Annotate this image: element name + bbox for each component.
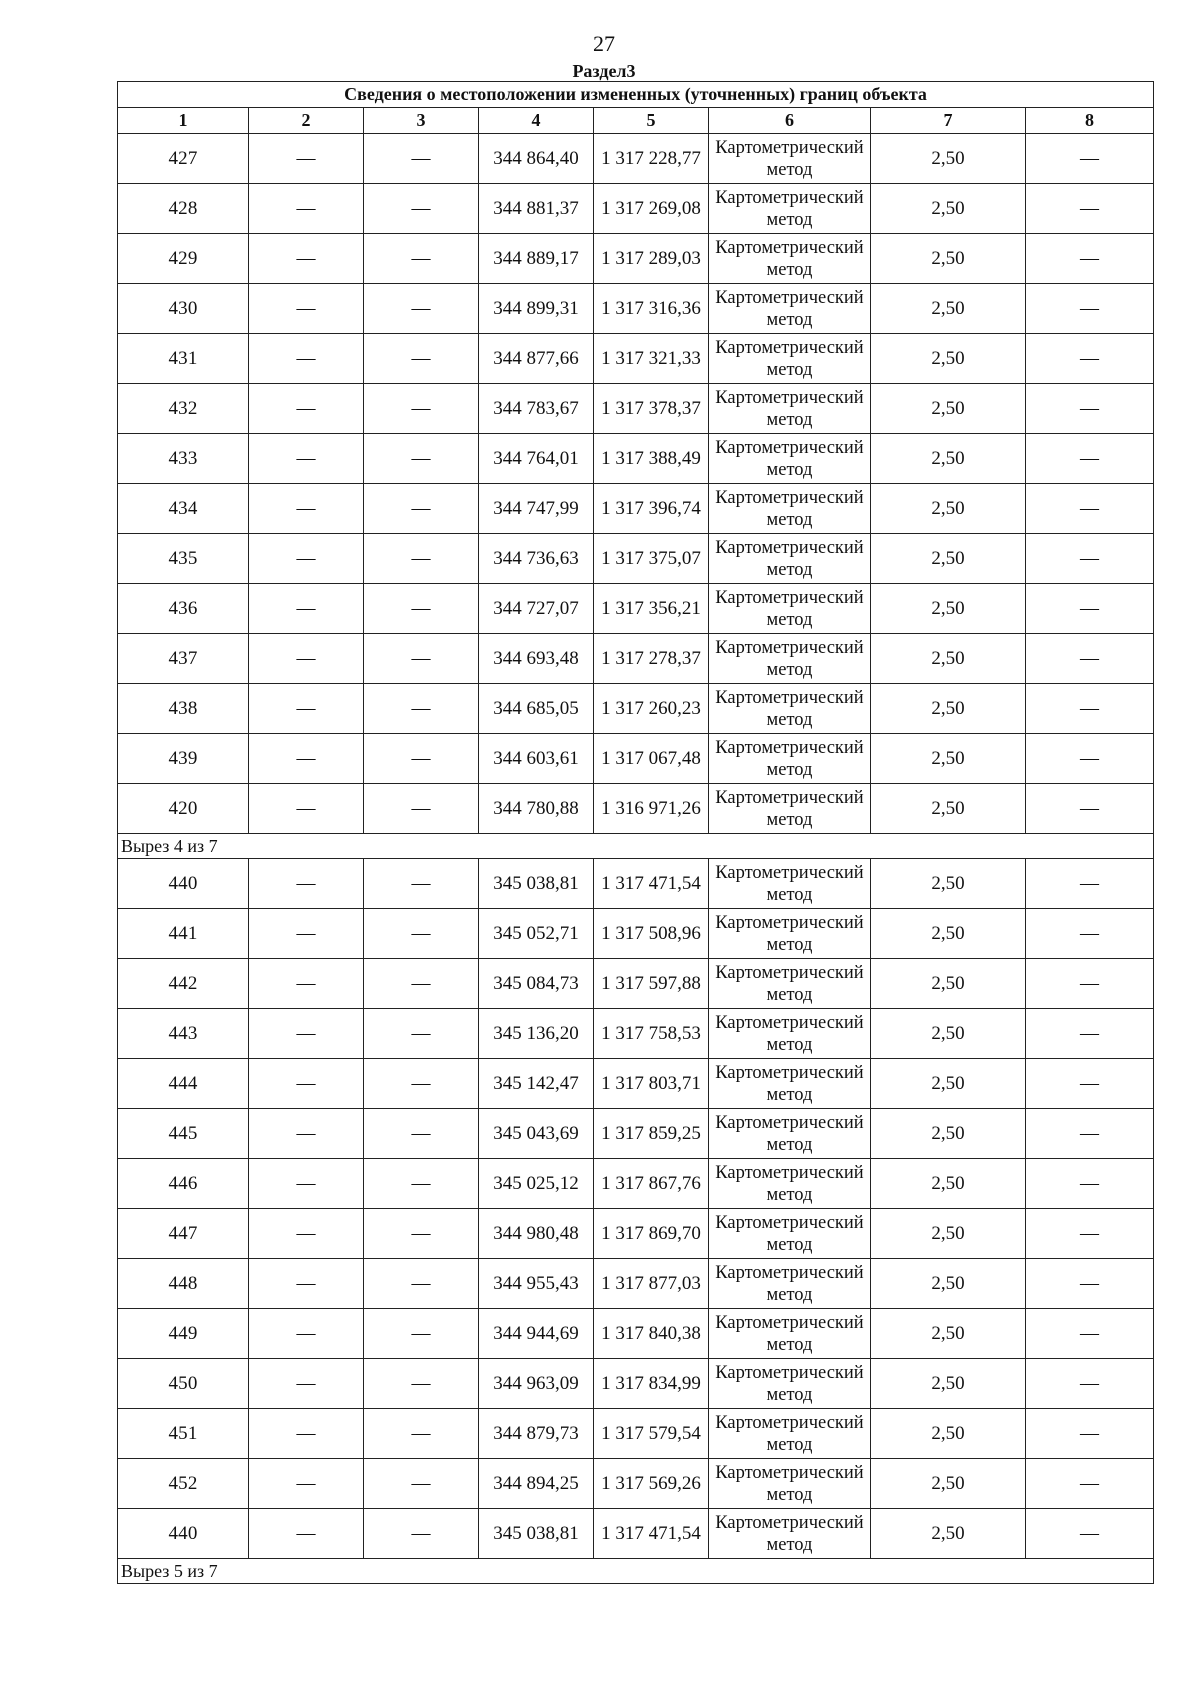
cell-col-8: — (1026, 134, 1154, 184)
cell-coord-x: 344 685,05 (479, 684, 594, 734)
cell-method: Картометрический метод (709, 634, 871, 684)
cell-method: Картометрический метод (709, 1009, 871, 1059)
table-row (118, 1209, 1154, 1259)
boundary-coordinates-table (117, 81, 1154, 1584)
cell-col-2: — (249, 684, 364, 734)
cell-col-3: — (364, 1459, 479, 1509)
cell-coord-x: 345 043,69 (479, 1109, 594, 1159)
cell-col-8: — (1026, 909, 1154, 959)
cell-col-2: — (249, 334, 364, 384)
table-row (118, 534, 1154, 584)
cell-col-2: — (249, 784, 364, 834)
cell-accuracy: 2,50 (871, 859, 1026, 909)
cell-coord-y: 1 317 508,96 (594, 909, 709, 959)
cell-point-number: 440 (118, 859, 249, 909)
cell-coord-x: 345 038,81 (479, 1509, 594, 1559)
cell-coord-x: 344 980,48 (479, 1209, 594, 1259)
cell-point-number: 428 (118, 184, 249, 234)
column-header-8: 8 (1026, 108, 1154, 134)
table-title: Сведения о местоположении измененных (уточненных) границ объекта (118, 82, 1154, 108)
cell-accuracy: 2,50 (871, 634, 1026, 684)
cell-point-number: 450 (118, 1359, 249, 1409)
cell-col-3: — (364, 684, 479, 734)
table-row (118, 284, 1154, 334)
cell-coord-y: 1 317 067,48 (594, 734, 709, 784)
cell-point-number: 437 (118, 634, 249, 684)
cell-point-number: 433 (118, 434, 249, 484)
cell-accuracy: 2,50 (871, 784, 1026, 834)
cell-coord-y: 1 317 289,03 (594, 234, 709, 284)
table-row (118, 734, 1154, 784)
column-header-7: 7 (871, 108, 1026, 134)
cell-col-3: — (364, 384, 479, 434)
cell-col-2: — (249, 584, 364, 634)
table-row (118, 1259, 1154, 1309)
cell-col-8: — (1026, 1359, 1154, 1409)
cell-coord-y: 1 317 803,71 (594, 1059, 709, 1109)
cell-col-8: — (1026, 1459, 1154, 1509)
table-row (118, 1159, 1154, 1209)
table-row (118, 1009, 1154, 1059)
cell-point-number: 446 (118, 1159, 249, 1209)
cell-accuracy: 2,50 (871, 334, 1026, 384)
table-row (118, 784, 1154, 834)
table-row (118, 334, 1154, 384)
cell-col-2: — (249, 959, 364, 1009)
cell-point-number: 452 (118, 1459, 249, 1509)
cell-coord-y: 1 316 971,26 (594, 784, 709, 834)
cell-coord-y: 1 317 579,54 (594, 1409, 709, 1459)
cell-coord-y: 1 317 260,23 (594, 684, 709, 734)
cell-col-2: — (249, 534, 364, 584)
cell-col-3: — (364, 1159, 479, 1209)
table-row (118, 184, 1154, 234)
cell-point-number: 441 (118, 909, 249, 959)
table-row (118, 234, 1154, 284)
cell-method: Картометрический метод (709, 1309, 871, 1359)
cell-accuracy: 2,50 (871, 684, 1026, 734)
cell-point-number: 447 (118, 1209, 249, 1259)
cell-coord-x: 344 894,25 (479, 1459, 594, 1509)
cell-coord-x: 344 899,31 (479, 284, 594, 334)
cell-accuracy: 2,50 (871, 1209, 1026, 1259)
cell-coord-x: 344 955,43 (479, 1259, 594, 1309)
cell-coord-x: 344 783,67 (479, 384, 594, 434)
cell-coord-x: 344 877,66 (479, 334, 594, 384)
cell-accuracy: 2,50 (871, 434, 1026, 484)
cell-coord-y: 1 317 471,54 (594, 1509, 709, 1559)
cell-col-3: — (364, 534, 479, 584)
cell-col-8: — (1026, 584, 1154, 634)
cell-coord-y: 1 317 356,21 (594, 584, 709, 634)
cell-col-3: — (364, 909, 479, 959)
cell-col-3: — (364, 734, 479, 784)
cell-col-2: — (249, 1209, 364, 1259)
cell-method: Картометрический метод (709, 584, 871, 634)
cell-col-2: — (249, 234, 364, 284)
page-number: 27 (593, 31, 615, 56)
cell-col-3: — (364, 959, 479, 1009)
section-title: Раздел3 (572, 61, 636, 81)
cell-accuracy: 2,50 (871, 1359, 1026, 1409)
cell-point-number: 439 (118, 734, 249, 784)
cell-accuracy: 2,50 (871, 1409, 1026, 1459)
cell-point-number: 430 (118, 284, 249, 334)
table-row (118, 484, 1154, 534)
cell-col-8: — (1026, 1159, 1154, 1209)
cell-col-8: — (1026, 734, 1154, 784)
table-row (118, 134, 1154, 184)
cell-col-3: — (364, 1309, 479, 1359)
cell-accuracy: 2,50 (871, 1159, 1026, 1209)
cell-coord-x: 344 780,88 (479, 784, 594, 834)
cell-col-8: — (1026, 1259, 1154, 1309)
table-row (118, 1109, 1154, 1159)
cell-col-3: — (364, 1509, 479, 1559)
table-row (118, 1359, 1154, 1409)
table-body (118, 134, 1154, 1584)
table-row (118, 909, 1154, 959)
cell-method: Картометрический метод (709, 1109, 871, 1159)
cell-accuracy: 2,50 (871, 909, 1026, 959)
cell-coord-y: 1 317 269,08 (594, 184, 709, 234)
cell-coord-x: 344 963,09 (479, 1359, 594, 1409)
cell-method: Картометрический метод (709, 334, 871, 384)
table-row (118, 434, 1154, 484)
table-row (118, 859, 1154, 909)
cell-col-2: — (249, 1259, 364, 1309)
cell-coord-y: 1 317 758,53 (594, 1009, 709, 1059)
table-row (118, 1059, 1154, 1109)
cell-coord-y: 1 317 569,26 (594, 1459, 709, 1509)
cell-col-3: — (364, 634, 479, 684)
cell-col-2: — (249, 1459, 364, 1509)
cell-col-3: — (364, 784, 479, 834)
table-row (118, 1459, 1154, 1509)
cell-accuracy: 2,50 (871, 1459, 1026, 1509)
cell-col-2: — (249, 1359, 364, 1409)
cell-col-8: — (1026, 1059, 1154, 1109)
cell-accuracy: 2,50 (871, 959, 1026, 1009)
cell-point-number: 436 (118, 584, 249, 634)
cell-col-8: — (1026, 1209, 1154, 1259)
cell-method: Картометрический метод (709, 1459, 871, 1509)
cell-col-8: — (1026, 1109, 1154, 1159)
column-header-3: 3 (364, 108, 479, 134)
cell-coord-x: 344 864,40 (479, 134, 594, 184)
cell-coord-x: 344 736,63 (479, 534, 594, 584)
cell-point-number: 435 (118, 534, 249, 584)
cell-coord-y: 1 317 840,38 (594, 1309, 709, 1359)
cell-accuracy: 2,50 (871, 184, 1026, 234)
cell-col-2: — (249, 1159, 364, 1209)
cell-method: Картометрический метод (709, 184, 871, 234)
cell-coord-x: 345 025,12 (479, 1159, 594, 1209)
column-header-5: 5 (594, 108, 709, 134)
cell-col-2: — (249, 1059, 364, 1109)
cell-method: Картометрический метод (709, 909, 871, 959)
cell-col-8: — (1026, 784, 1154, 834)
cell-point-number: 448 (118, 1259, 249, 1309)
cell-point-number: 445 (118, 1109, 249, 1159)
cell-method: Картометрический метод (709, 784, 871, 834)
cell-col-3: — (364, 1359, 479, 1409)
cell-coord-x: 344 603,61 (479, 734, 594, 784)
cell-col-2: — (249, 1309, 364, 1359)
cell-col-8: — (1026, 184, 1154, 234)
cell-method: Картометрический метод (709, 959, 871, 1009)
cell-col-8: — (1026, 1509, 1154, 1559)
cell-col-3: — (364, 334, 479, 384)
cell-accuracy: 2,50 (871, 284, 1026, 334)
cell-col-3: — (364, 284, 479, 334)
cell-method: Картометрический метод (709, 1509, 871, 1559)
cell-method: Картометрический метод (709, 534, 871, 584)
table-row (118, 959, 1154, 1009)
cell-point-number: 444 (118, 1059, 249, 1109)
cell-accuracy: 2,50 (871, 1509, 1026, 1559)
cell-coord-y: 1 317 378,37 (594, 384, 709, 434)
cell-coord-x: 344 889,17 (479, 234, 594, 284)
cell-accuracy: 2,50 (871, 384, 1026, 434)
cell-coord-y: 1 317 834,99 (594, 1359, 709, 1409)
cell-point-number: 443 (118, 1009, 249, 1059)
cell-method: Картометрический метод (709, 1059, 871, 1109)
cell-coord-y: 1 317 278,37 (594, 634, 709, 684)
cell-accuracy: 2,50 (871, 1009, 1026, 1059)
cell-col-3: — (364, 1109, 479, 1159)
cell-coord-y: 1 317 396,74 (594, 484, 709, 534)
cell-col-8: — (1026, 334, 1154, 384)
column-header-2: 2 (249, 108, 364, 134)
excerpt-note-row (118, 834, 1154, 859)
cell-method: Картометрический метод (709, 1359, 871, 1409)
cell-coord-y: 1 317 867,76 (594, 1159, 709, 1209)
cell-col-2: — (249, 1009, 364, 1059)
cell-col-8: — (1026, 859, 1154, 909)
cell-col-8: — (1026, 959, 1154, 1009)
cell-coord-x: 344 693,48 (479, 634, 594, 684)
cell-col-8: — (1026, 484, 1154, 534)
cell-col-3: — (364, 1409, 479, 1459)
cell-col-3: — (364, 1259, 479, 1309)
cell-col-3: — (364, 234, 479, 284)
cell-point-number: 420 (118, 784, 249, 834)
cell-accuracy: 2,50 (871, 134, 1026, 184)
table-row (118, 1509, 1154, 1559)
excerpt-note: Вырез 4 из 7 (118, 834, 1154, 859)
cell-col-8: — (1026, 284, 1154, 334)
cell-col-3: — (364, 859, 479, 909)
cell-accuracy: 2,50 (871, 484, 1026, 534)
cell-point-number: 427 (118, 134, 249, 184)
cell-coord-y: 1 317 375,07 (594, 534, 709, 584)
cell-col-2: — (249, 734, 364, 784)
table-row (118, 584, 1154, 634)
table-row (118, 384, 1154, 434)
cell-method: Картометрический метод (709, 434, 871, 484)
cell-point-number: 429 (118, 234, 249, 284)
cell-coord-x: 344 944,69 (479, 1309, 594, 1359)
cell-col-8: — (1026, 1409, 1154, 1459)
cell-col-2: — (249, 484, 364, 534)
cell-col-2: — (249, 1409, 364, 1459)
cell-accuracy: 2,50 (871, 584, 1026, 634)
cell-coord-y: 1 317 228,77 (594, 134, 709, 184)
cell-point-number: 431 (118, 334, 249, 384)
column-header-4: 4 (479, 108, 594, 134)
cell-point-number: 438 (118, 684, 249, 734)
table-row (118, 684, 1154, 734)
cell-coord-y: 1 317 877,03 (594, 1259, 709, 1309)
cell-coord-x: 344 879,73 (479, 1409, 594, 1459)
cell-point-number: 440 (118, 1509, 249, 1559)
cell-accuracy: 2,50 (871, 1259, 1026, 1309)
cell-coord-x: 344 747,99 (479, 484, 594, 534)
cell-col-8: — (1026, 384, 1154, 434)
cell-method: Картометрический метод (709, 1159, 871, 1209)
column-header-1: 1 (118, 108, 249, 134)
table-row (118, 634, 1154, 684)
cell-coord-x: 345 142,47 (479, 1059, 594, 1109)
excerpt-note: Вырез 5 из 7 (118, 1559, 1154, 1584)
cell-col-2: — (249, 384, 364, 434)
cell-coord-y: 1 317 597,88 (594, 959, 709, 1009)
column-numbers-row (118, 108, 1154, 134)
cell-method: Картометрический метод (709, 384, 871, 434)
cell-method: Картометрический метод (709, 684, 871, 734)
cell-coord-x: 344 727,07 (479, 584, 594, 634)
cell-col-3: — (364, 484, 479, 534)
cell-col-8: — (1026, 534, 1154, 584)
cell-col-3: — (364, 184, 479, 234)
cell-col-3: — (364, 1209, 479, 1259)
cell-col-3: — (364, 434, 479, 484)
cell-point-number: 432 (118, 384, 249, 434)
cell-col-8: — (1026, 234, 1154, 284)
cell-col-2: — (249, 909, 364, 959)
cell-method: Картометрический метод (709, 1259, 871, 1309)
cell-coord-x: 345 084,73 (479, 959, 594, 1009)
cell-method: Картометрический метод (709, 734, 871, 784)
cell-coord-x: 344 881,37 (479, 184, 594, 234)
column-header-6: 6 (709, 108, 871, 134)
cell-col-8: — (1026, 434, 1154, 484)
cell-coord-y: 1 317 388,49 (594, 434, 709, 484)
cell-coord-x: 344 764,01 (479, 434, 594, 484)
cell-col-2: — (249, 859, 364, 909)
cell-col-3: — (364, 134, 479, 184)
table-row (118, 1309, 1154, 1359)
cell-col-2: — (249, 184, 364, 234)
cell-col-3: — (364, 1009, 479, 1059)
cell-point-number: 434 (118, 484, 249, 534)
cell-col-2: — (249, 1509, 364, 1559)
cell-accuracy: 2,50 (871, 734, 1026, 784)
cell-coord-y: 1 317 471,54 (594, 859, 709, 909)
cell-coord-x: 345 038,81 (479, 859, 594, 909)
cell-col-2: — (249, 284, 364, 334)
cell-accuracy: 2,50 (871, 534, 1026, 584)
cell-accuracy: 2,50 (871, 1059, 1026, 1109)
cell-accuracy: 2,50 (871, 1309, 1026, 1359)
cell-point-number: 451 (118, 1409, 249, 1459)
cell-coord-y: 1 317 869,70 (594, 1209, 709, 1259)
cell-method: Картометрический метод (709, 484, 871, 534)
cell-col-8: — (1026, 1009, 1154, 1059)
table-row (118, 1409, 1154, 1459)
cell-coord-x: 345 052,71 (479, 909, 594, 959)
cell-col-8: — (1026, 1309, 1154, 1359)
cell-method: Картометрический метод (709, 1409, 871, 1459)
cell-method: Картометрический метод (709, 859, 871, 909)
cell-method: Картометрический метод (709, 1209, 871, 1259)
cell-accuracy: 2,50 (871, 1109, 1026, 1159)
cell-method: Картометрический метод (709, 234, 871, 284)
cell-col-2: — (249, 634, 364, 684)
cell-coord-y: 1 317 321,33 (594, 334, 709, 384)
cell-col-3: — (364, 1059, 479, 1109)
cell-point-number: 442 (118, 959, 249, 1009)
cell-point-number: 449 (118, 1309, 249, 1359)
cell-coord-x: 345 136,20 (479, 1009, 594, 1059)
cell-method: Картометрический метод (709, 134, 871, 184)
cell-coord-y: 1 317 859,25 (594, 1109, 709, 1159)
cell-col-2: — (249, 434, 364, 484)
cell-col-2: — (249, 1109, 364, 1159)
cell-coord-y: 1 317 316,36 (594, 284, 709, 334)
cell-col-3: — (364, 584, 479, 634)
cell-col-2: — (249, 134, 364, 184)
cell-accuracy: 2,50 (871, 234, 1026, 284)
cell-col-8: — (1026, 684, 1154, 734)
cell-method: Картометрический метод (709, 284, 871, 334)
cell-col-8: — (1026, 634, 1154, 684)
excerpt-note-row (118, 1559, 1154, 1584)
